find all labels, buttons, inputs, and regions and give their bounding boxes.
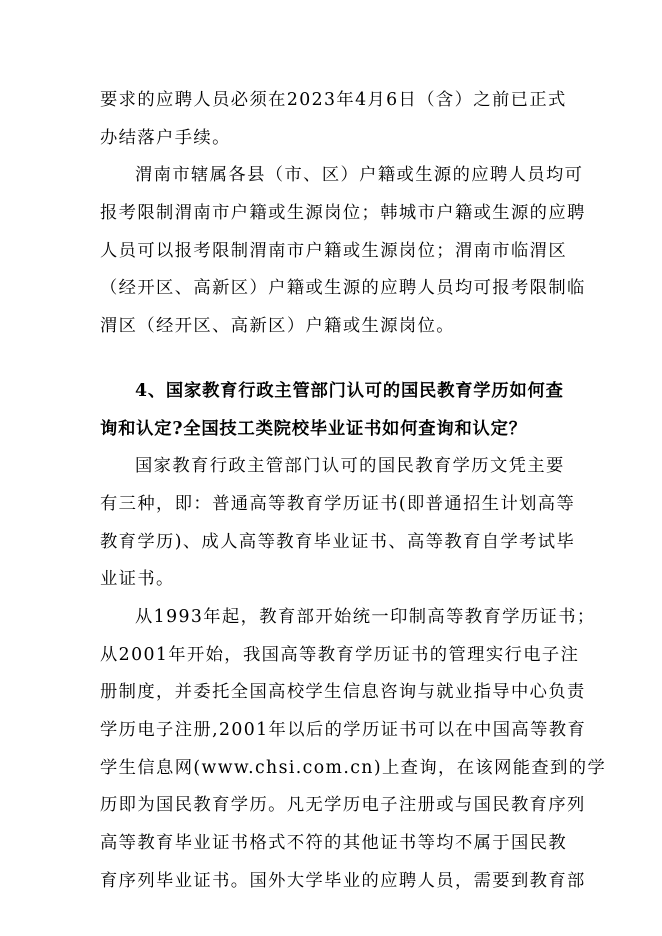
- text-line: 国家教育行政主管部门认可的国民教育学历文凭主要: [135, 456, 565, 477]
- text-line: 册制度，并委托全国高校学生信息咨询与就业指导中心负责: [100, 682, 586, 703]
- text-line: 办结落户手续。: [100, 127, 231, 148]
- text-line: 业证书。: [100, 569, 175, 590]
- text-line: 从2001年开始，我国高等教育学历证书的管理实行电子注: [100, 644, 580, 665]
- paragraph-weinan-household: [100, 157, 586, 345]
- heading-line: 4、国家教育行政主管部门认可的国民教育学历如何查: [135, 380, 564, 401]
- text-line: 学生信息网(www.chsi.com.cn)上查询，在该网能查到的学: [100, 757, 607, 778]
- document-page: [100, 82, 607, 900]
- text-line: 报考限制渭南市户籍或生源岗位；韩城市户籍或生源的应聘: [100, 203, 586, 224]
- text-line: 有三种，即：普通高等教育学历证书(即普通招生计划高等: [100, 493, 576, 514]
- text-line: （经开区、高新区）户籍或生源的应聘人员均可报考限制临: [100, 278, 586, 299]
- text-line: 从1993年起，教育部开始统一印制高等教育学历证书；: [135, 606, 596, 627]
- text-line: 学历电子注册,2001年以后的学历证书可以在中国高等教育: [100, 720, 587, 740]
- text-line: 高等教育毕业证书格式不符的其他证书等均不属于国民教: [100, 833, 568, 854]
- text-line: 人员可以报考限制渭南市户籍或生源岗位；渭南市临渭区: [100, 240, 568, 261]
- section-gap: [100, 346, 562, 373]
- section-heading-4: [100, 373, 562, 448]
- text-line: 育序列毕业证书。国外大学毕业的应聘人员，需要到教育部: [100, 870, 586, 891]
- text-line: 历即为国民教育学历。凡无学历电子注册或与国民教育序列: [100, 795, 586, 816]
- paragraph-electronic-registration: [100, 599, 607, 901]
- text-line: 渭区（经开区、高新区）户籍或生源岗位。: [100, 316, 455, 337]
- heading-line: 询和认定?全国技工类院校毕业证书如何查询和认定？: [100, 418, 527, 439]
- paragraph-settlement-deadline: [100, 82, 567, 157]
- text-line: 教育学历)、成人高等教育毕业证书、高等教育自学考试毕: [100, 531, 576, 552]
- text-line: 渭南市辖属各县（市、区）户籍或生源的应聘人员均可: [135, 165, 584, 186]
- text-line: 要求的应聘人员必须在2023年4月6日（含）之前已正式: [100, 90, 567, 110]
- paragraph-diploma-types: [100, 448, 576, 599]
